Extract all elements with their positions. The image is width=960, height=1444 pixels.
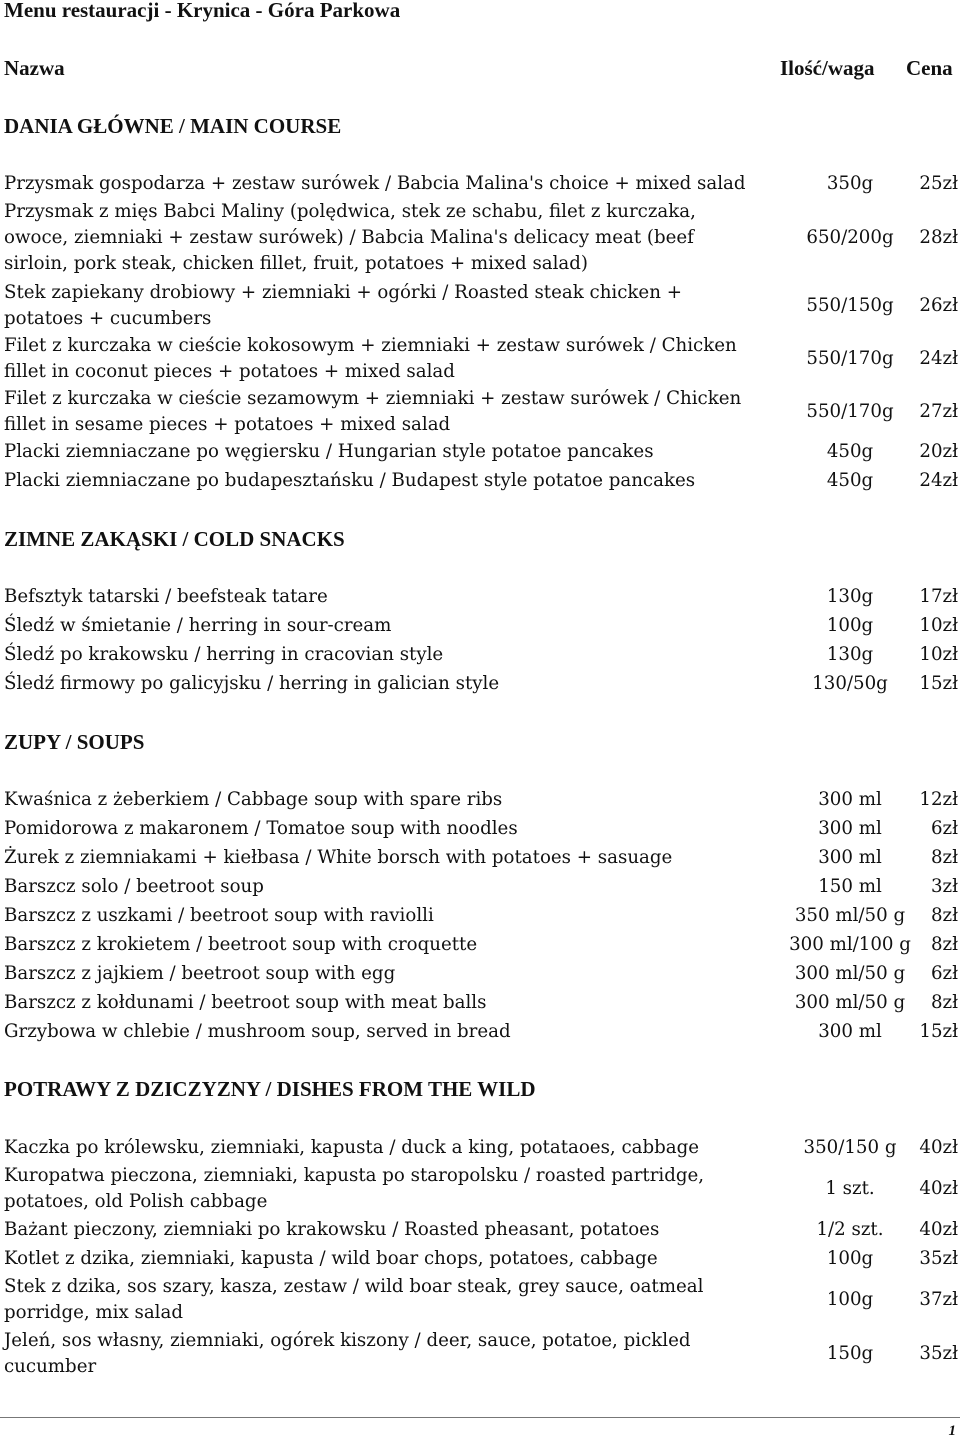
menu-item-name: Kwaśnica z żeberkiem / Cabbage soup with spare ribs bbox=[4, 789, 503, 810]
menu-item-price: 37zł bbox=[919, 1289, 958, 1310]
menu-item-price: 3zł bbox=[930, 876, 958, 897]
menu-item bbox=[0, 932, 960, 958]
menu-item-price: 6zł bbox=[930, 818, 958, 839]
section-title-dishes-from-the-wild: POTRAWY Z DZICZYZNY / DISHES FROM THE WILD bbox=[4, 1077, 536, 1101]
menu-item-quantity: 550/170g bbox=[806, 348, 894, 369]
menu-item bbox=[0, 1163, 960, 1215]
menu-item-price: 17zł bbox=[919, 586, 958, 607]
menu-item bbox=[0, 845, 960, 871]
menu-item bbox=[0, 874, 960, 900]
menu-item bbox=[0, 280, 960, 332]
menu-item-name: Kaczka po królewsku, ziemniaki, kapusta / duck a king, potataoes, cabbage bbox=[4, 1137, 700, 1158]
menu-item-price: 10zł bbox=[919, 615, 958, 636]
menu-item-price: 35zł bbox=[919, 1248, 958, 1269]
menu-item-name: Stek z dzika, sos szary, kasza, zestaw / wild boar steak, grey sauce, oatmeal porridge, mix salad bbox=[4, 1276, 704, 1323]
section-title-main-course: DANIA GŁÓWNE / MAIN COURSE bbox=[4, 114, 342, 138]
menu-item bbox=[0, 333, 960, 385]
menu-item-quantity: 300 ml/50 g bbox=[794, 992, 906, 1013]
menu-item-name: Bażant pieczony, ziemniaki po krakowsku / Roasted pheasant, potatoes bbox=[4, 1219, 660, 1240]
menu-item-name: Barszcz z kołdunami / beetroot soup with meat balls bbox=[4, 992, 487, 1013]
menu-item-quantity: 350 ml/50 g bbox=[794, 905, 906, 926]
menu-item-price: 35zł bbox=[919, 1343, 958, 1364]
menu-item-price: 24zł bbox=[919, 470, 958, 491]
menu-item-quantity: 130g bbox=[826, 586, 874, 607]
menu-item-quantity: 350/150 g bbox=[803, 1137, 897, 1158]
menu-item-quantity: 350g bbox=[826, 173, 874, 194]
menu-item-price: 8zł bbox=[930, 992, 958, 1013]
menu-item-price: 24zł bbox=[919, 348, 958, 369]
menu-item-name: Pomidorowa z makaronem / Tomatoe soup with noodles bbox=[4, 818, 518, 839]
page-number: 1 bbox=[948, 1423, 956, 1439]
menu-item-name: Przysmak gospodarza + zestaw surówek / Babcia Malina's choice + mixed salad bbox=[4, 173, 746, 194]
menu-item-quantity: 150 ml bbox=[818, 876, 882, 897]
menu-item-quantity: 300 ml bbox=[818, 847, 882, 868]
menu-item-price: 28zł bbox=[919, 227, 958, 248]
menu-item bbox=[0, 671, 960, 697]
menu-item-name: Grzybowa w chlebie / mushroom soup, served in bread bbox=[4, 1021, 511, 1042]
menu-item-price: 6zł bbox=[930, 963, 958, 984]
menu-item-quantity: 1 szt. bbox=[825, 1178, 875, 1199]
menu-item-price: 8zł bbox=[930, 847, 958, 868]
menu-item-quantity: 300 ml bbox=[818, 1021, 882, 1042]
column-header-price: Cena bbox=[906, 56, 953, 80]
menu-item-name: Barszcz z krokietem / beetroot soup with croquette bbox=[4, 934, 478, 955]
menu-item-price: 10zł bbox=[919, 644, 958, 665]
menu-item-name: Filet z kurczaka w cieście sezamowym + ziemniaki + zestaw surówek / Chicken fillet in sesame pieces + potatoes + mixed salad bbox=[4, 388, 742, 435]
menu-item-name: Śledź w śmietanie / herring in sour-cream bbox=[4, 615, 392, 636]
menu-item-name: Befsztyk tatarski / beefsteak tatare bbox=[4, 586, 328, 607]
menu-item bbox=[0, 787, 960, 813]
menu-item-quantity: 550/150g bbox=[806, 295, 894, 316]
menu-item bbox=[0, 386, 960, 438]
menu-item-quantity: 150g bbox=[826, 1343, 874, 1364]
menu-item bbox=[0, 1217, 960, 1243]
menu-item-name: Przysmak z mięs Babci Maliny (polędwica, stek ze schabu, filet z kurczaka, owoce, ziemniaki + zestaw surówek) / Babcia Malina's delicacy meat (beef sirloin, pork steak, chicken fillet, fruit, potatoes + mixed salad) bbox=[4, 201, 696, 274]
menu-item-quantity: 300 ml bbox=[818, 789, 882, 810]
column-header-quantity: Ilość/waga bbox=[780, 56, 875, 80]
menu-item-name: Kuropatwa pieczona, ziemniaki, kapusta po staropolsku / roasted partridge, potatoes, old Polish cabbage bbox=[4, 1165, 705, 1212]
menu-item-price: 27zł bbox=[919, 401, 958, 422]
menu-item-quantity: 100g bbox=[826, 1289, 874, 1310]
menu-item-quantity: 130g bbox=[826, 644, 874, 665]
menu-item-name: Jeleń, sos własny, ziemniaki, ogórek kiszony / deer, sauce, potatoe, pickled cucumber bbox=[4, 1330, 691, 1377]
menu-item-name: Śledź firmowy po galicyjsku / herring in galician style bbox=[4, 673, 500, 694]
page-title: Menu restauracji - Krynica - Góra Parkowa bbox=[4, 0, 401, 22]
menu-item bbox=[0, 171, 960, 197]
section-title-cold-snacks: ZIMNE ZAKĄSKI / COLD SNACKS bbox=[4, 527, 345, 551]
menu-item bbox=[0, 1246, 960, 1272]
menu-item-name: Stek zapiekany drobiowy + ziemniaki + ogórki / Roasted steak chicken + potatoes + cucumbers bbox=[4, 282, 682, 329]
menu-item-quantity: 650/200g bbox=[806, 227, 894, 248]
menu-item-quantity: 450g bbox=[826, 441, 874, 462]
menu-item bbox=[0, 642, 960, 668]
menu-item-price: 40zł bbox=[919, 1137, 958, 1158]
menu-item bbox=[0, 990, 960, 1016]
menu-item bbox=[0, 1328, 960, 1380]
menu-item-name: Barszcz z jajkiem / beetroot soup with egg bbox=[4, 963, 396, 984]
menu-item bbox=[0, 816, 960, 842]
menu-item-price: 8zł bbox=[930, 934, 958, 955]
menu-item-price: 25zł bbox=[919, 173, 958, 194]
menu-item-price: 8zł bbox=[930, 905, 958, 926]
menu-item bbox=[0, 961, 960, 987]
menu-item-name: Żurek z ziemniakami + kiełbasa / White borsch with potatoes + sasuage bbox=[4, 847, 673, 868]
column-header-name: Nazwa bbox=[4, 56, 65, 80]
menu-item bbox=[0, 613, 960, 639]
menu-item-quantity: 100g bbox=[826, 615, 874, 636]
menu-item-name: Kotlet z dzika, ziemniaki, kapusta / wild boar chops, potatoes, cabbage bbox=[4, 1248, 658, 1269]
menu-item-price: 20zł bbox=[919, 441, 958, 462]
menu-item bbox=[0, 903, 960, 929]
menu-item-name: Śledź po krakowsku / herring in cracovian style bbox=[4, 644, 444, 665]
menu-item-quantity: 1/2 szt. bbox=[816, 1219, 884, 1240]
menu-item-quantity: 550/170g bbox=[806, 401, 894, 422]
menu-item-name: Placki ziemniaczane po budapesztańsku / Budapest style potatoe pancakes bbox=[4, 470, 696, 491]
section-title-soups: ZUPY / SOUPS bbox=[4, 730, 145, 754]
menu-item-name: Barszcz solo / beetroot soup bbox=[4, 876, 264, 897]
menu-item-price: 15zł bbox=[919, 673, 958, 694]
menu-item-name: Barszcz z uszkami / beetroot soup with raviolli bbox=[4, 905, 434, 926]
menu-item bbox=[0, 1274, 960, 1326]
menu-item-quantity: 130/50g bbox=[812, 673, 888, 694]
menu-item bbox=[0, 439, 960, 465]
menu-item bbox=[0, 468, 960, 494]
menu-item-price: 15zł bbox=[919, 1021, 958, 1042]
menu-item-name: Filet z kurczaka w cieście kokosowym + ziemniaki + zestaw surówek / Chicken fillet in coconut pieces + potatoes + mixed salad bbox=[4, 335, 737, 382]
menu-item bbox=[0, 584, 960, 610]
menu-item bbox=[0, 1135, 960, 1161]
menu-item-name: Placki ziemniaczane po węgiersku / Hungarian style potatoe pancakes bbox=[4, 441, 654, 462]
menu-item-price: 40zł bbox=[919, 1219, 958, 1240]
menu-item bbox=[0, 1019, 960, 1045]
footer-divider bbox=[0, 1417, 960, 1418]
menu-item-price: 12zł bbox=[919, 789, 958, 810]
menu-item-quantity: 300 ml/100 g bbox=[789, 934, 911, 955]
menu-item-quantity: 300 ml bbox=[818, 818, 882, 839]
menu-item-price: 40zł bbox=[919, 1178, 958, 1199]
menu-item-price: 26zł bbox=[919, 295, 958, 316]
menu-item bbox=[0, 199, 960, 277]
menu-item-quantity: 100g bbox=[826, 1248, 874, 1269]
menu-item-quantity: 300 ml/50 g bbox=[794, 963, 906, 984]
menu-item-quantity: 450g bbox=[826, 470, 874, 491]
